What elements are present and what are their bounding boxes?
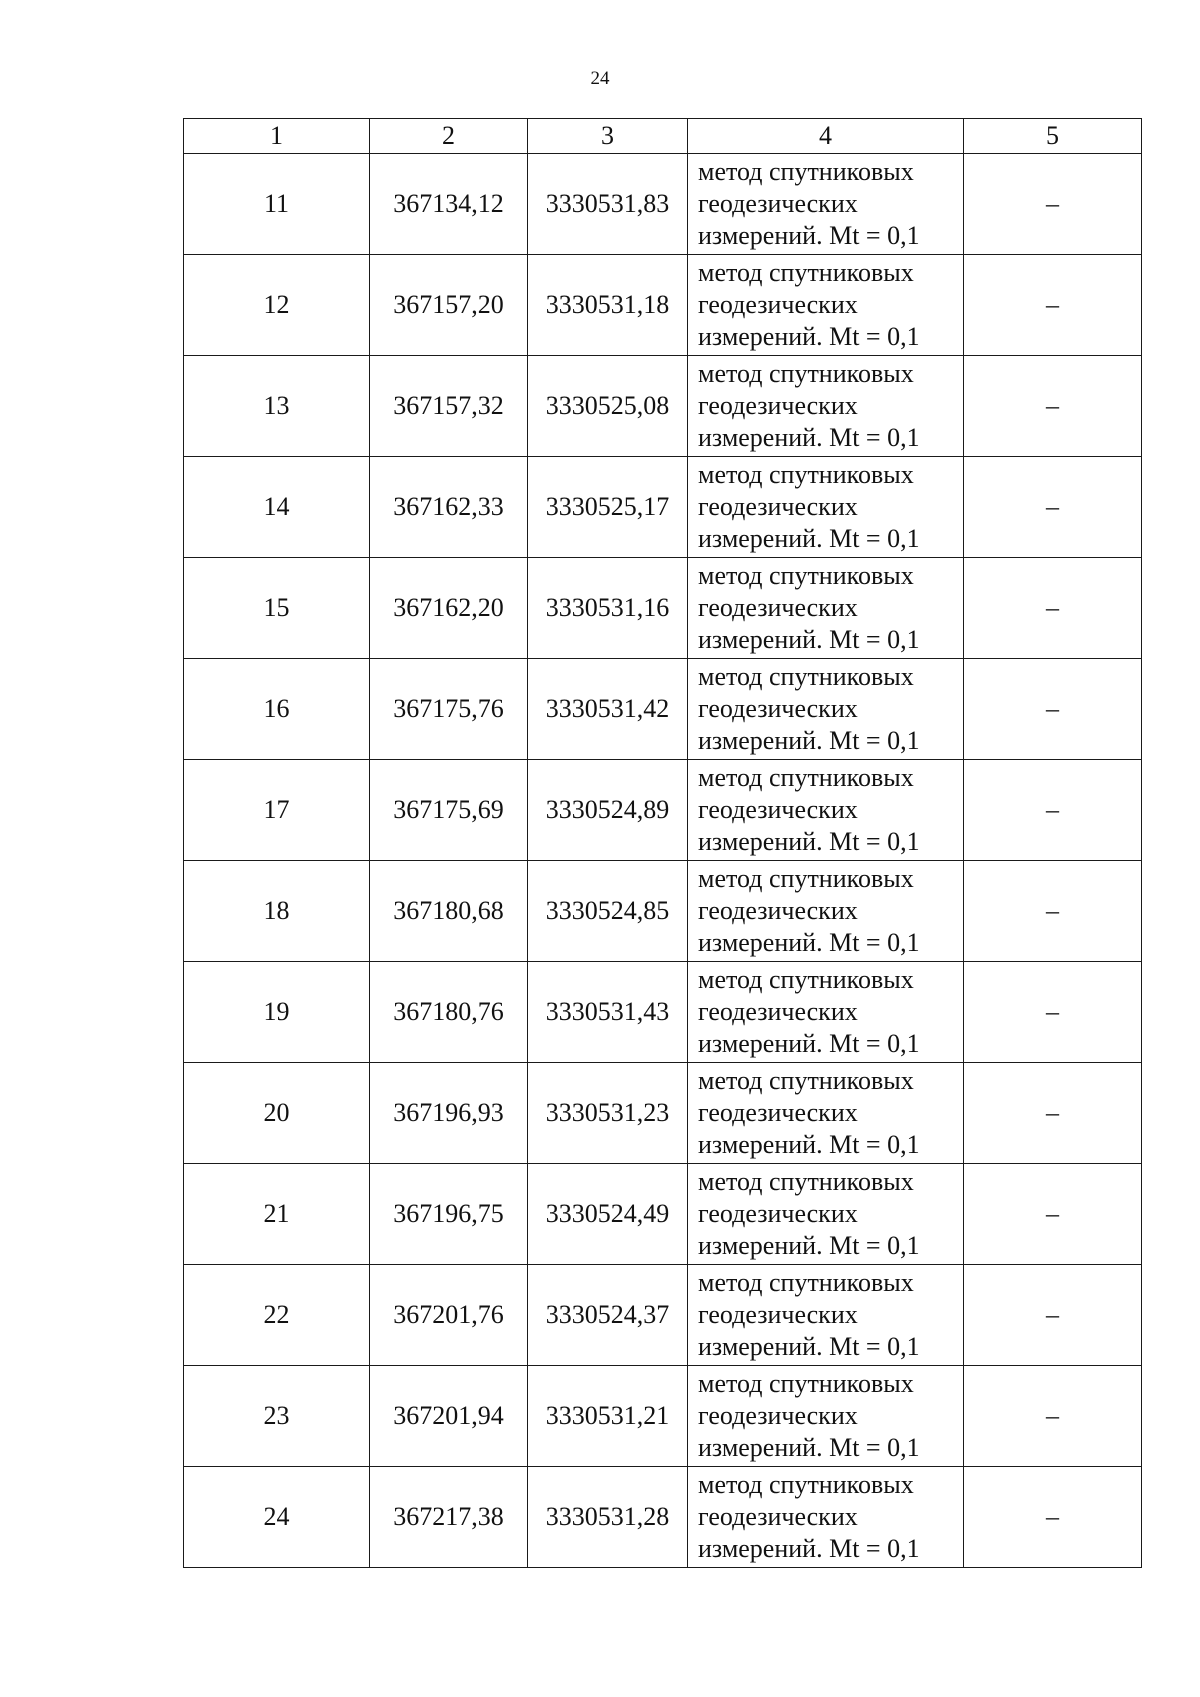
method-text-line: геодезических [698,1502,858,1531]
point-number-cell: 21 [184,1164,370,1265]
method-text-line: измерений. Mt = 0,1 [698,726,920,755]
x-coordinate-cell: 367180,68 [370,861,528,962]
method-text-line: геодезических [698,492,858,521]
method-text-line: метод спутниковых [698,1066,914,1095]
point-number-cell: 20 [184,1063,370,1164]
method-cell [688,255,964,356]
x-coordinate-cell: 367175,76 [370,659,528,760]
point-number-cell: 15 [184,558,370,659]
y-coordinate-cell: 3330524,89 [528,760,688,861]
header-row [184,119,1142,154]
x-coordinate-cell: 367134,12 [370,154,528,255]
method-text-line: измерений. Mt = 0,1 [698,1534,920,1563]
table-row [184,255,1142,356]
column-header-3: 3 [528,119,688,154]
method-text-line: геодезических [698,997,858,1026]
method-text-line: метод спутниковых [698,359,914,388]
table-row [184,760,1142,861]
x-coordinate-cell: 367201,76 [370,1265,528,1366]
method-text-line: метод спутниковых [698,1167,914,1196]
method-text-line: метод спутниковых [698,965,914,994]
y-coordinate-cell: 3330531,83 [528,154,688,255]
method-text-line: измерений. Mt = 0,1 [698,524,920,553]
point-number-cell: 22 [184,1265,370,1366]
method-cell [688,1063,964,1164]
table-row [184,659,1142,760]
column-header-2: 2 [370,119,528,154]
method-text-line: измерений. Mt = 0,1 [698,1231,920,1260]
method-text-line: измерений. Mt = 0,1 [698,827,920,856]
method-text-line: геодезических [698,896,858,925]
point-number-cell: 23 [184,1366,370,1467]
table-row [184,1164,1142,1265]
table-row [184,1467,1142,1568]
method-text-line: метод спутниковых [698,561,914,590]
method-cell [688,558,964,659]
table-row [184,1063,1142,1164]
method-text-line: измерений. Mt = 0,1 [698,322,920,351]
y-coordinate-cell: 3330531,28 [528,1467,688,1568]
method-cell [688,760,964,861]
note-cell: – [964,154,1142,255]
method-text-line: измерений. Mt = 0,1 [698,1029,920,1058]
y-coordinate-cell: 3330531,23 [528,1063,688,1164]
x-coordinate-cell: 367196,93 [370,1063,528,1164]
point-number-cell: 24 [184,1467,370,1568]
point-number-cell: 17 [184,760,370,861]
method-text-line: измерений. Mt = 0,1 [698,1433,920,1462]
note-cell: – [964,255,1142,356]
method-text-line: геодезических [698,391,858,420]
note-cell: – [964,1265,1142,1366]
point-number-cell: 16 [184,659,370,760]
point-number-cell: 12 [184,255,370,356]
method-text-line: геодезических [698,795,858,824]
table-row [184,154,1142,255]
note-cell: – [964,760,1142,861]
table-row [184,1366,1142,1467]
x-coordinate-cell: 367157,32 [370,356,528,457]
method-text-line: измерений. Mt = 0,1 [698,221,920,250]
x-coordinate-cell: 367157,20 [370,255,528,356]
method-text-line: метод спутниковых [698,662,914,691]
method-cell [688,1265,964,1366]
point-number-cell: 19 [184,962,370,1063]
y-coordinate-cell: 3330531,43 [528,962,688,1063]
method-cell [688,356,964,457]
method-text-line: геодезических [698,290,858,319]
note-cell: – [964,1366,1142,1467]
y-coordinate-cell: 3330524,49 [528,1164,688,1265]
method-cell [688,1164,964,1265]
table-row [184,356,1142,457]
method-text-line: геодезических [698,694,858,723]
y-coordinate-cell: 3330531,18 [528,255,688,356]
method-cell [688,1467,964,1568]
y-coordinate-cell: 3330525,17 [528,457,688,558]
method-text-line: метод спутниковых [698,258,914,287]
x-coordinate-cell: 367162,20 [370,558,528,659]
method-text-line: метод спутниковых [698,1369,914,1398]
method-text-line: метод спутниковых [698,157,914,186]
coordinates-table [183,118,1142,1568]
point-number-cell: 14 [184,457,370,558]
method-text-line: геодезических [698,1300,858,1329]
table-row [184,962,1142,1063]
column-header-5: 5 [964,119,1142,154]
x-coordinate-cell: 367201,94 [370,1366,528,1467]
method-text-line: метод спутниковых [698,1470,914,1499]
x-coordinate-cell: 367162,33 [370,457,528,558]
note-cell: – [964,457,1142,558]
column-header-1: 1 [184,119,370,154]
point-number-cell: 11 [184,154,370,255]
method-text-line: геодезических [698,593,858,622]
method-text-line: геодезических [698,1401,858,1430]
table-row [184,558,1142,659]
note-cell: – [964,962,1142,1063]
x-coordinate-cell: 367217,38 [370,1467,528,1568]
method-text-line: измерений. Mt = 0,1 [698,423,920,452]
note-cell: – [964,1063,1142,1164]
column-header-4: 4 [688,119,964,154]
method-cell [688,457,964,558]
point-number-cell: 13 [184,356,370,457]
note-cell: – [964,659,1142,760]
table-body [184,154,1142,1568]
method-text-line: метод спутниковых [698,864,914,893]
note-cell: – [964,558,1142,659]
method-cell [688,659,964,760]
method-text-line: измерений. Mt = 0,1 [698,625,920,654]
method-text-line: геодезических [698,189,858,218]
y-coordinate-cell: 3330531,42 [528,659,688,760]
point-number-cell: 18 [184,861,370,962]
note-cell: – [964,1467,1142,1568]
y-coordinate-cell: 3330524,37 [528,1265,688,1366]
method-text-line: измерений. Mt = 0,1 [698,928,920,957]
table-row [184,861,1142,962]
page-number: 24 [590,68,610,89]
x-coordinate-cell: 367196,75 [370,1164,528,1265]
y-coordinate-cell: 3330525,08 [528,356,688,457]
method-cell [688,962,964,1063]
y-coordinate-cell: 3330531,21 [528,1366,688,1467]
method-text-line: метод спутниковых [698,763,914,792]
method-cell [688,154,964,255]
x-coordinate-cell: 367180,76 [370,962,528,1063]
method-text-line: метод спутниковых [698,460,914,489]
table-row [184,1265,1142,1366]
y-coordinate-cell: 3330531,16 [528,558,688,659]
table-row [184,457,1142,558]
method-text-line: измерений. Mt = 0,1 [698,1130,920,1159]
note-cell: – [964,1164,1142,1265]
method-cell [688,1366,964,1467]
note-cell: – [964,356,1142,457]
x-coordinate-cell: 367175,69 [370,760,528,861]
method-text-line: метод спутниковых [698,1268,914,1297]
method-cell [688,861,964,962]
method-text-line: геодезических [698,1199,858,1228]
method-text-line: измерений. Mt = 0,1 [698,1332,920,1361]
y-coordinate-cell: 3330524,85 [528,861,688,962]
method-text-line: геодезических [698,1098,858,1127]
note-cell: – [964,861,1142,962]
